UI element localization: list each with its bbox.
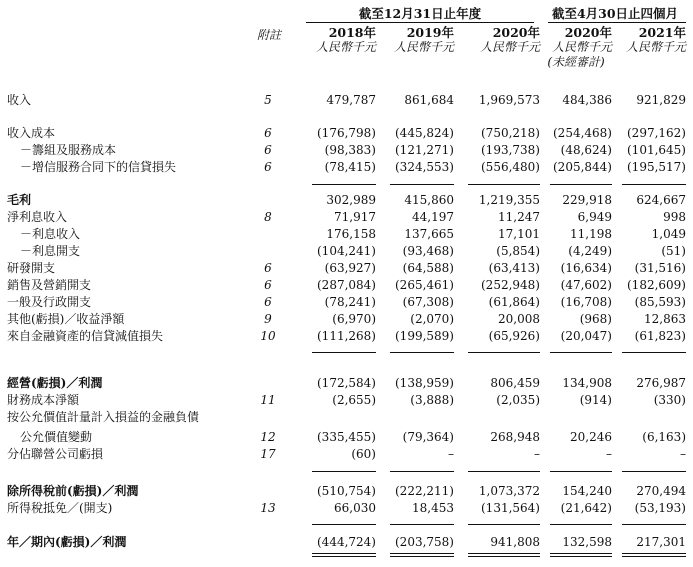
value-2021-4m: –: [680, 447, 686, 461]
row-label: 財務成本淨額: [7, 393, 80, 407]
four-month-group-title: 截至4月30日止四個月: [551, 6, 679, 21]
value-2020-4m: (4,249): [568, 244, 612, 258]
value-2020-4m: (968): [579, 312, 612, 326]
row-label: 來自金融資產的信貸減值損失: [7, 329, 164, 343]
subtotal-rule: [390, 184, 454, 185]
table-row-interest-expense: [0, 244, 693, 258]
total-double-rule: [312, 553, 376, 557]
row-label: 收入成本: [7, 126, 56, 140]
value-2020: 268,948: [490, 430, 540, 444]
value-2021-4m: (297,162): [627, 126, 686, 140]
table-row-fvtpl-liabilities: [0, 410, 693, 424]
subtotal-rule: [312, 352, 376, 353]
value-2021-4m: 998: [663, 210, 686, 224]
value-2021-4m: (330): [653, 393, 686, 407]
subtotal-rule: [468, 352, 540, 353]
row-label: －利息開支: [20, 244, 81, 258]
value-2020: 1,969,573: [478, 93, 540, 107]
value-2021-4m: 1,049: [651, 227, 686, 241]
value-2020: (556,480): [481, 160, 540, 174]
row-note: 9: [264, 312, 272, 326]
subtotal-rule: [390, 471, 454, 472]
value-2018: 302,989: [326, 193, 376, 207]
unit-label-2018: 人民幣千元: [315, 40, 376, 54]
value-2021-4m: (6,163): [642, 430, 686, 444]
subtotal-rule: [622, 184, 686, 185]
row-note: 10: [260, 329, 276, 343]
value-2020: 1,073,372: [478, 484, 540, 498]
value-2019: (64,588): [402, 261, 454, 275]
value-2019: –: [448, 447, 454, 461]
value-2019: (324,553): [395, 160, 454, 174]
row-note: 6: [264, 160, 272, 174]
value-2018: (78,241): [324, 295, 376, 309]
table-row-general-admin: [0, 295, 693, 309]
total-double-rule: [550, 553, 612, 557]
table-row-profit-before-tax: [0, 484, 693, 498]
subtotal-rule: [468, 184, 540, 185]
value-2018: (335,455): [317, 430, 376, 444]
row-label: 淨利息收入: [7, 210, 68, 224]
value-2021-4m: 270,494: [636, 484, 686, 498]
value-2020-4m: (16,634): [560, 261, 612, 275]
value-2020: (65,926): [488, 329, 540, 343]
subtotal-rule: [390, 524, 454, 525]
subtotal-rule: [550, 184, 612, 185]
value-2020-4m: (205,844): [553, 160, 612, 174]
unaudited-label: (未經審計): [547, 55, 605, 69]
value-2021-4m: 624,667: [636, 193, 686, 207]
value-2019: 18,453: [412, 501, 454, 515]
value-2019: (121,271): [395, 143, 454, 157]
note-column-header: 附註: [257, 28, 282, 42]
value-2020-4m: –: [606, 447, 612, 461]
value-2019: (67,308): [402, 295, 454, 309]
row-note: 17: [260, 447, 276, 461]
row-note: 6: [264, 143, 272, 157]
value-2020: (2,035): [496, 393, 540, 407]
value-2020: (5,854): [496, 244, 540, 258]
value-2018: 176,158: [326, 227, 376, 241]
value-2018: (444,724): [317, 535, 376, 549]
subtotal-rule: [550, 352, 612, 353]
value-2019: (445,824): [395, 126, 454, 140]
value-2021-4m: (61,823): [634, 329, 686, 343]
table-row-profit-for-period: [0, 535, 693, 549]
fiscal-year-group-rule: [306, 22, 534, 23]
subtotal-rule: [312, 471, 376, 472]
table-row-gross-profit: [0, 193, 693, 207]
value-2020-4m: (21,642): [560, 501, 612, 515]
year-header-2020: 2020年: [492, 25, 540, 40]
row-label: －增信服務合同下的信貸損失: [20, 160, 177, 174]
value-2021-4m: (53,193): [634, 501, 686, 515]
row-label: 除所得稅前(虧損)／利潤: [7, 484, 139, 498]
row-note: 6: [264, 126, 272, 140]
value-2021-4m: 217,301: [636, 535, 686, 549]
value-2020-4m: 484,386: [562, 93, 612, 107]
value-2018: 479,787: [326, 93, 376, 107]
value-2020: (193,738): [481, 143, 540, 157]
row-label: 毛利: [7, 193, 32, 207]
value-2020-4m: 11,198: [570, 227, 612, 241]
total-double-rule: [468, 553, 540, 557]
value-2018: (510,754): [317, 484, 376, 498]
table-row-credit-loss-guarantee: [0, 160, 693, 174]
row-label: 其他(虧損)／收益淨額: [7, 312, 125, 326]
value-2020: 806,459: [490, 376, 540, 390]
value-2020-4m: (16,708): [560, 295, 612, 309]
unit-label-2021-period: 人民幣千元: [625, 40, 686, 54]
four-month-group-rule: [548, 22, 686, 23]
value-2020-4m: 132,598: [562, 535, 612, 549]
table-row-operating-profit: [0, 376, 693, 390]
unit-label-2020: 人民幣千元: [479, 40, 540, 54]
value-2019: (265,461): [395, 278, 454, 292]
year-header-2018: 2018年: [328, 25, 376, 40]
row-label: 銷售及營銷開支: [7, 278, 92, 292]
table-row-other-gains-losses: [0, 312, 693, 326]
value-2021-4m: 12,863: [644, 312, 686, 326]
value-2021-4m: (101,645): [627, 143, 686, 157]
table-row-revenue: [0, 93, 693, 107]
row-label: 經營(虧損)／利潤: [7, 376, 103, 390]
row-note: 6: [264, 261, 272, 275]
row-note: 6: [264, 295, 272, 309]
value-2019: (138,959): [395, 376, 454, 390]
value-2019: (222,211): [395, 484, 454, 498]
subtotal-rule: [550, 524, 612, 525]
table-row-rnd-expenses: [0, 261, 693, 275]
row-label: 年／期內(虧損)／利潤: [7, 535, 127, 549]
value-2021-4m: (85,593): [634, 295, 686, 309]
total-double-rule: [622, 553, 686, 557]
row-label: －利息收入: [20, 227, 81, 241]
value-2021-4m: (31,516): [634, 261, 686, 275]
value-2020: 17,101: [498, 227, 540, 241]
year-header-2019: 2019年: [406, 25, 454, 40]
value-2020: (61,864): [488, 295, 540, 309]
row-note: 5: [264, 93, 272, 107]
value-2019: (203,758): [395, 535, 454, 549]
value-2020: 1,219,355: [478, 193, 540, 207]
value-2021-4m: 921,829: [636, 93, 686, 107]
value-2019: (93,468): [402, 244, 454, 258]
value-2018: (2,655): [332, 393, 376, 407]
subtotal-rule: [468, 471, 540, 472]
value-2020: (131,564): [481, 501, 540, 515]
value-2018: (172,584): [317, 376, 376, 390]
value-2019: 415,860: [404, 193, 454, 207]
table-row-cost-of-revenue: [0, 126, 693, 140]
value-2021-4m: 276,987: [636, 376, 686, 390]
value-2020-4m: 134,908: [562, 376, 612, 390]
row-label: 研發開支: [7, 261, 56, 275]
value-2020-4m: 154,240: [562, 484, 612, 498]
subtotal-rule: [622, 352, 686, 353]
value-2020: 20,008: [498, 312, 540, 326]
table-row-origination-service-cost: [0, 143, 693, 157]
subtotal-rule: [622, 524, 686, 525]
row-note: 12: [260, 430, 276, 444]
row-note: 13: [260, 501, 276, 515]
value-2020-4m: 20,246: [570, 430, 612, 444]
value-2018: (287,084): [317, 278, 376, 292]
value-2020: (252,948): [481, 278, 540, 292]
value-2019: 44,197: [412, 210, 454, 224]
value-2018: (104,241): [317, 244, 376, 258]
table-row-credit-impairment: [0, 329, 693, 343]
table-row-share-of-associate-loss: [0, 447, 693, 461]
value-2018: (60): [351, 447, 376, 461]
fiscal-year-group-title: 截至12月31日止年度: [358, 6, 482, 21]
value-2020: –: [534, 447, 540, 461]
total-double-rule: [390, 553, 454, 557]
row-label: 按公允價值計量計入損益的金融負債: [7, 410, 200, 424]
table-row-interest-income: [0, 227, 693, 241]
value-2021-4m: (182,609): [627, 278, 686, 292]
subtotal-rule: [622, 471, 686, 472]
subtotal-rule: [468, 524, 540, 525]
value-2020: 11,247: [498, 210, 540, 224]
value-2019: 861,684: [404, 93, 454, 107]
value-2018: 66,030: [334, 501, 376, 515]
value-2019: 137,665: [404, 227, 454, 241]
value-2020-4m: (20,047): [560, 329, 612, 343]
value-2018: (63,927): [324, 261, 376, 275]
value-2020: (750,218): [481, 126, 540, 140]
row-label: －籌組及服務成本: [20, 143, 117, 157]
table-row-selling-marketing: [0, 278, 693, 292]
unit-label-2019: 人民幣千元: [393, 40, 454, 54]
value-2018: (6,970): [332, 312, 376, 326]
value-2018: (78,415): [324, 160, 376, 174]
value-2020-4m: (47,602): [560, 278, 612, 292]
value-2020-4m: (914): [579, 393, 612, 407]
value-2020-4m: 6,949: [577, 210, 612, 224]
subtotal-rule: [312, 184, 376, 185]
subtotal-rule: [550, 471, 612, 472]
row-label: 收入: [7, 93, 32, 107]
value-2019: (199,589): [395, 329, 454, 343]
row-label: 所得稅抵免／(開支): [7, 501, 113, 515]
value-2020-4m: (254,468): [553, 126, 612, 140]
row-note: 11: [260, 393, 276, 407]
row-label: 公允價值變動: [20, 430, 93, 444]
value-2021-4m: (51): [661, 244, 686, 258]
value-2018: (98,383): [324, 143, 376, 157]
value-2020-4m: (48,624): [560, 143, 612, 157]
value-2020-4m: 229,918: [562, 193, 612, 207]
subtotal-rule: [390, 352, 454, 353]
period-header-2021: 2021年: [638, 25, 686, 40]
subtotal-rule: [312, 524, 376, 525]
table-row-finance-costs: [0, 393, 693, 407]
value-2018: (176,798): [317, 126, 376, 140]
value-2021-4m: (195,517): [627, 160, 686, 174]
row-label: 分佔聯營公司虧損: [7, 447, 104, 461]
row-label: 一般及行政開支: [7, 295, 92, 309]
unit-label-2020-period: 人民幣千元: [551, 40, 612, 54]
value-2020: 941,808: [490, 535, 540, 549]
value-2019: (3,888): [410, 393, 454, 407]
period-header-2020: 2020年: [564, 25, 612, 40]
value-2018: (111,268): [317, 329, 376, 343]
table-row-fair-value-changes: [0, 430, 693, 444]
value-2019: (79,364): [402, 430, 454, 444]
table-row-net-interest-income: [0, 210, 693, 224]
table-row-income-tax: [0, 501, 693, 515]
row-note: 6: [264, 278, 272, 292]
value-2019: (2,070): [410, 312, 454, 326]
value-2020: (63,413): [488, 261, 540, 275]
value-2018: 71,917: [334, 210, 376, 224]
row-note: 8: [264, 210, 272, 224]
